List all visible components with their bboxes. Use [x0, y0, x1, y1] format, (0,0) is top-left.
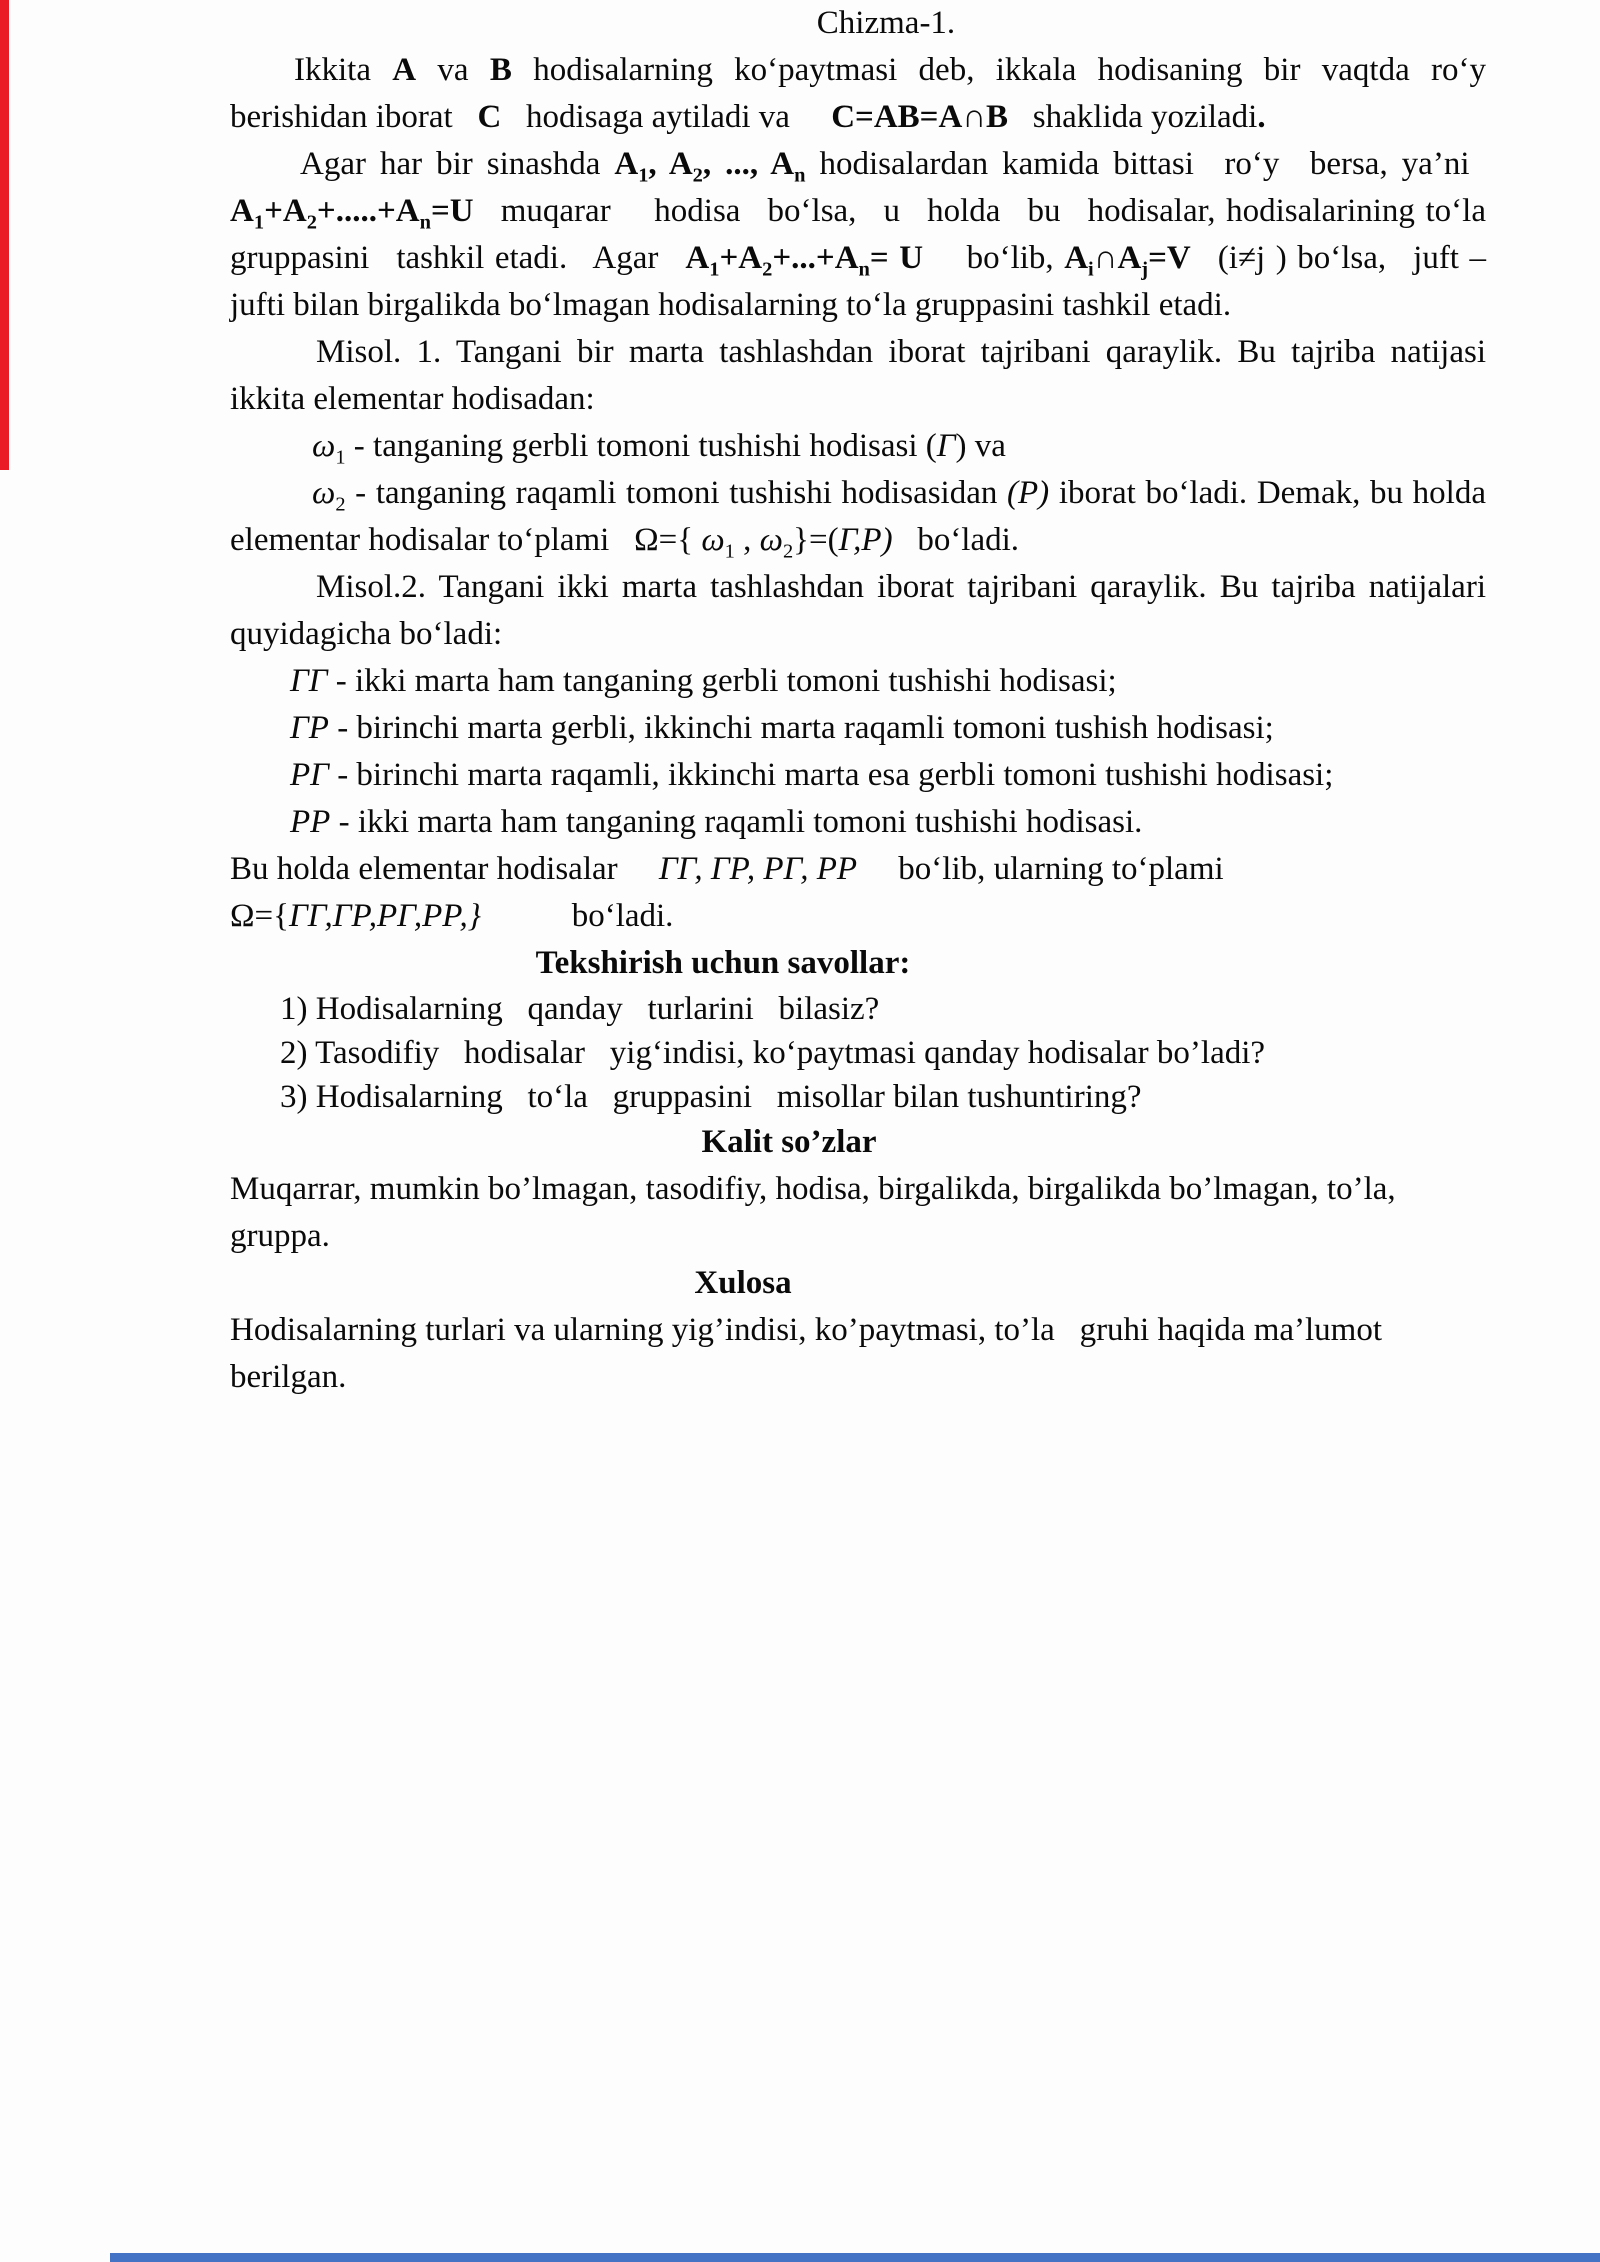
bottom-edge-blue-bar — [110, 2253, 1600, 2262]
paragraph-example-1: Misol. 1. Tangani bir marta tashlashdan iborat tajribani qaraylik. Bu tajriba natijasi ikkita elementar hodisadan: — [230, 334, 1486, 417]
paragraph-sample-space-intro: Bu holda elementar hodisalar ГГ, ГР, РГ, РР bo‘lib, ularning to‘plami — [230, 851, 1224, 887]
paragraph-full-group-definition: Agar har bir sinashda $A_1$, $A_2$, ..., $A_n$ hodisalardan kamida bittasi ro‘y bersa, ya’ni $A_1+A_2+.....+A_n=U$ muqarar hodisa bo‘lsa, u holda bu hodisalar, hodisalarining to‘la gruppasini tashkil etadi. Agar $A_1+A_2+...+A_n= U$ bo‘lib, $A_i\cap A_j=V$ (i≠j ) bo‘lsa, juft – jufti bilan birgalikda bo‘lmagan hodisalarning to‘la gruppasini tashkil etadi. — [230, 146, 1486, 323]
keywords-heading: Kalit so’zlar — [701, 1124, 877, 1160]
question-item-1: 1) Hodisalarning qanday turlarini bilasiz? — [280, 991, 880, 1027]
question-item-3: 3) Hodisalarning to‘la gruppasini misollar bilan tushuntiring? — [280, 1079, 1142, 1115]
questions-heading: Tekshirish uchun savollar: — [535, 945, 911, 981]
question-item-2: 2) Tasodifiy hodisalar yig‘indisi, ko‘paytmasi qanday hodisalar bo’ladi? — [280, 1035, 1266, 1071]
line-sample-space-set: Ω={ГГ,ГР,РГ,РР,} bo‘ladi. — [230, 898, 674, 934]
event-line-rg: РГ - birinchi marta raqamli, ikkinchi marta esa gerbli tomoni tushishi hodisasi; — [290, 757, 1334, 793]
line-omega-1: $\omega_1$ - tanganing gerbli tomoni tushishi hodisasi (Γ) va — [312, 428, 1006, 469]
paragraph-product-definition: Ikkita A va B hodisalarning ko‘paytmasi deb, ikkala hodisaning bir vaqtda ro‘y berishidan iborat C hodisaga aytiladi va C=AB=A∩B shaklida yoziladi. — [230, 52, 1486, 135]
page-title: Chizma-1. — [816, 5, 956, 41]
paragraph-example-2: Misol.2. Tangani ikki marta tashlashdan iborat tajribani qaraylik. Bu tajriba natijalari quyidagicha bo‘ladi: — [230, 569, 1486, 652]
document-content — [230, 0, 1486, 1401]
summary-heading: Xulosa — [694, 1265, 792, 1301]
paragraph-omega-2: $\omega_2$ - tanganing raqamli tomoni tushishi hodisasidan (P) iborat bo‘ladi. Demak, bu holda elementar hodisalar to‘plami Ω={ $\omega_1$ , $\omega_2\}=(\Gamma,P)$ bo‘ladi. — [230, 475, 1486, 563]
event-line-gr: ГР - birinchi marta gerbli, ikkinchi marta raqamli tomoni tushish hodisasi; — [290, 710, 1274, 746]
keywords-text: Muqarrar, mumkin bo’lmagan, tasodifiy, hodisa, birgalikda, birgalikda bo’lmagan, to’la, gruppa. — [230, 1171, 1396, 1254]
event-line-rr: РР - ikki marta ham tanganing raqamli tomoni tushishi hodisasi. — [290, 804, 1143, 840]
questions-list — [230, 987, 1486, 1119]
event-line-gg: ГГ - ikki marta ham tanganing gerbli tomoni tushishi hodisasi; — [290, 663, 1117, 699]
left-edge-red-bar — [0, 0, 9, 470]
summary-text: Hodisalarning turlari va ularning yig’indisi, ko’paytmasi, to’la gruhi haqida ma’lumot berilgan. — [230, 1312, 1383, 1395]
